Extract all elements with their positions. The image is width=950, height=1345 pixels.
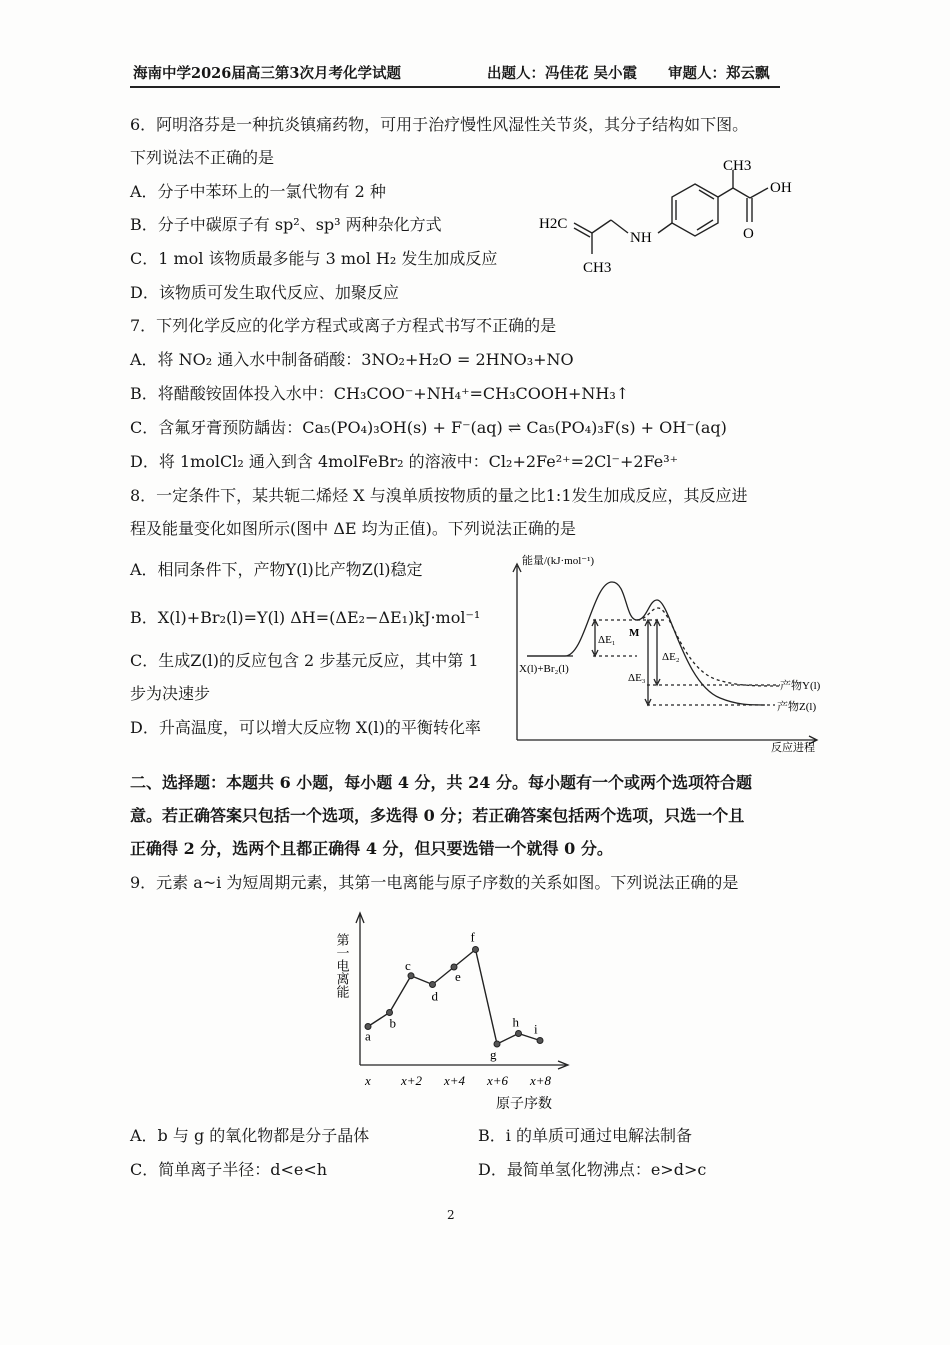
q8-option-c-line1: C．生成Z(l)的反应包含 2 步基元反应，其中第 1 bbox=[130, 651, 479, 670]
q9-option-b: B．i 的单质可通过电解法制备 bbox=[478, 1126, 692, 1145]
struct-oh: OH bbox=[770, 180, 792, 196]
data-point-c bbox=[408, 973, 414, 979]
q8-option-d: D．升高温度，可以增大反应物 X(l)的平衡转化率 bbox=[130, 718, 481, 737]
q7-option-b: B．将醋酸铵固体投入水中：CH₃COO⁻+NH₄⁺=CH₃COOH+NH₃↑ bbox=[130, 384, 630, 403]
path-to-y bbox=[637, 608, 780, 686]
x-tick-label: x+4 bbox=[444, 1073, 466, 1088]
data-point-d bbox=[430, 982, 436, 988]
ionization-energy-chart bbox=[328, 905, 573, 1115]
struct-ch3-top: CH3 bbox=[723, 158, 752, 174]
struct-ch3-bottom: CH3 bbox=[583, 260, 612, 276]
setter-names: 出题人：冯佳花 吴小霞 bbox=[487, 65, 638, 82]
chart-x-label: 原子序数 bbox=[496, 1097, 552, 1112]
point-label-h: h bbox=[512, 1014, 519, 1030]
energy-profile-diagram bbox=[505, 548, 830, 753]
product-y-label: 产物Y(l) bbox=[780, 680, 821, 692]
energy-axis-label: 能量/(kJ·mol⁻¹) bbox=[522, 555, 595, 567]
x-tick-label: x+6 bbox=[487, 1073, 509, 1088]
x-tick-label: x+2 bbox=[401, 1073, 423, 1088]
reactant-label: X(l)+Br₂(l) bbox=[519, 663, 569, 675]
exam-title: 海南中学2026届高三第3次月考化学试题 bbox=[133, 65, 401, 82]
section2-line1: 二、选择题：本题共 6 小题，每小题 4 分，共 24 分。每小题有一个或两个选项符合题 bbox=[130, 773, 752, 792]
point-label-b: b bbox=[389, 1015, 396, 1031]
page-number: 2 bbox=[447, 1208, 455, 1222]
point-label-d: d bbox=[431, 988, 438, 1004]
point-label-f: f bbox=[470, 929, 475, 945]
x-tick-label: x bbox=[365, 1073, 371, 1088]
data-point-h bbox=[516, 1031, 522, 1037]
data-point-i bbox=[537, 1038, 543, 1044]
intermediate-label: M bbox=[629, 627, 640, 639]
reviewer-name: 审题人：郑云飘 bbox=[668, 65, 770, 82]
point-label-i: i bbox=[534, 1021, 538, 1037]
de3-label: ΔE₃ bbox=[628, 672, 646, 684]
q6-option-d: D．该物质可发生取代反应、加聚反应 bbox=[130, 283, 399, 302]
q9-option-d: D．最简单氢化物沸点：e>d>c bbox=[478, 1160, 707, 1179]
data-point-f bbox=[473, 947, 479, 953]
header-rule bbox=[130, 86, 780, 88]
q8-stem-line2: 程及能量变化如图所示(图中 ΔE 均为正值)。下列说法正确的是 bbox=[130, 519, 576, 538]
q9-option-a: A．b 与 g 的氧化物都是分子晶体 bbox=[130, 1126, 370, 1145]
q8-option-c-line2: 步为决速步 bbox=[130, 684, 211, 703]
q9-option-c: C．简单离子半径：d<e<h bbox=[130, 1160, 328, 1179]
path-to-z bbox=[527, 582, 765, 705]
q7-stem: 7．下列化学反应的化学方程式或离子方程式书写不正确的是 bbox=[130, 316, 557, 335]
chart-y-label: 第一电离能 bbox=[334, 933, 350, 998]
product-z-label: 产物Z(l) bbox=[777, 701, 817, 713]
point-label-a: a bbox=[365, 1028, 371, 1044]
progress-axis-label: 反应进程 bbox=[771, 742, 815, 753]
point-label-c: c bbox=[405, 957, 411, 973]
q6-option-c: C．1 mol 该物质最多能与 3 mol H₂ 发生加成反应 bbox=[130, 249, 498, 268]
q9-stem: 9．元素 a~i 为短周期元素，其第一电离能与原子序数的关系如图。下列说法正确的是 bbox=[130, 873, 739, 892]
struct-h2c: H2C bbox=[539, 216, 568, 232]
struct-carbonyl-o: O bbox=[743, 226, 754, 242]
q7-option-d: D．将 1molCl₂ 通入到含 4molFeBr₂ 的溶液中：Cl₂+2Fe²⁺=2Cl⁻+2Fe³⁺ bbox=[130, 452, 679, 471]
q6-option-b: B．分子中碳原子有 sp²、sp³ 两种杂化方式 bbox=[130, 215, 442, 234]
q8-stem-line1: 8．一定条件下，某共轭二烯烃 X 与溴单质按物质的量之比1:1发生加成反应，其反应进 bbox=[130, 486, 748, 505]
de2-label: ΔE₂ bbox=[662, 651, 680, 663]
q8-option-b: B．X(l)+Br₂(l)=Y(l) ΔH=(ΔE₂−ΔE₁)kJ·mol⁻¹ bbox=[130, 608, 481, 627]
q6-stem-line2: 下列说法不正确的是 bbox=[130, 148, 275, 167]
struct-nh: NH bbox=[630, 230, 652, 246]
section2-line2: 意。若正确答案只包括一个选项，多选得 0 分；若正确答案包括两个选项，只选一个且 bbox=[130, 806, 745, 825]
q6-stem-line1: 6．阿明洛芬是一种抗炎镇痛药物，可用于治疗慢性风湿性关节炎，其分子结构如下图。 bbox=[130, 115, 749, 134]
section2-line3: 正确得 2 分，选两个且都正确得 4 分，但只要选错一个就得 0 分。 bbox=[130, 839, 613, 858]
de1-label: ΔE₁ bbox=[598, 634, 616, 646]
point-label-g: g bbox=[490, 1047, 497, 1062]
q7-option-a: A．将 NO₂ 通入水中制备硝酸：3NO₂+H₂O = 2HNO₃+NO bbox=[130, 350, 574, 369]
point-label-e: e bbox=[455, 969, 461, 984]
q8-option-a: A．相同条件下，产物Y(l)比产物Z(l)稳定 bbox=[130, 560, 423, 579]
q7-option-c: C．含氟牙膏预防龋齿：Ca₅(PO₄)₃OH(s) + F⁻(aq) ⇌ Ca₅(PO₄)₃F(s) + OH⁻(aq) bbox=[130, 418, 727, 437]
q6-option-a: A．分子中苯环上的一氯代物有 2 种 bbox=[130, 182, 386, 201]
ameloprofen-structure bbox=[530, 150, 800, 290]
x-tick-label: x+8 bbox=[530, 1073, 552, 1088]
